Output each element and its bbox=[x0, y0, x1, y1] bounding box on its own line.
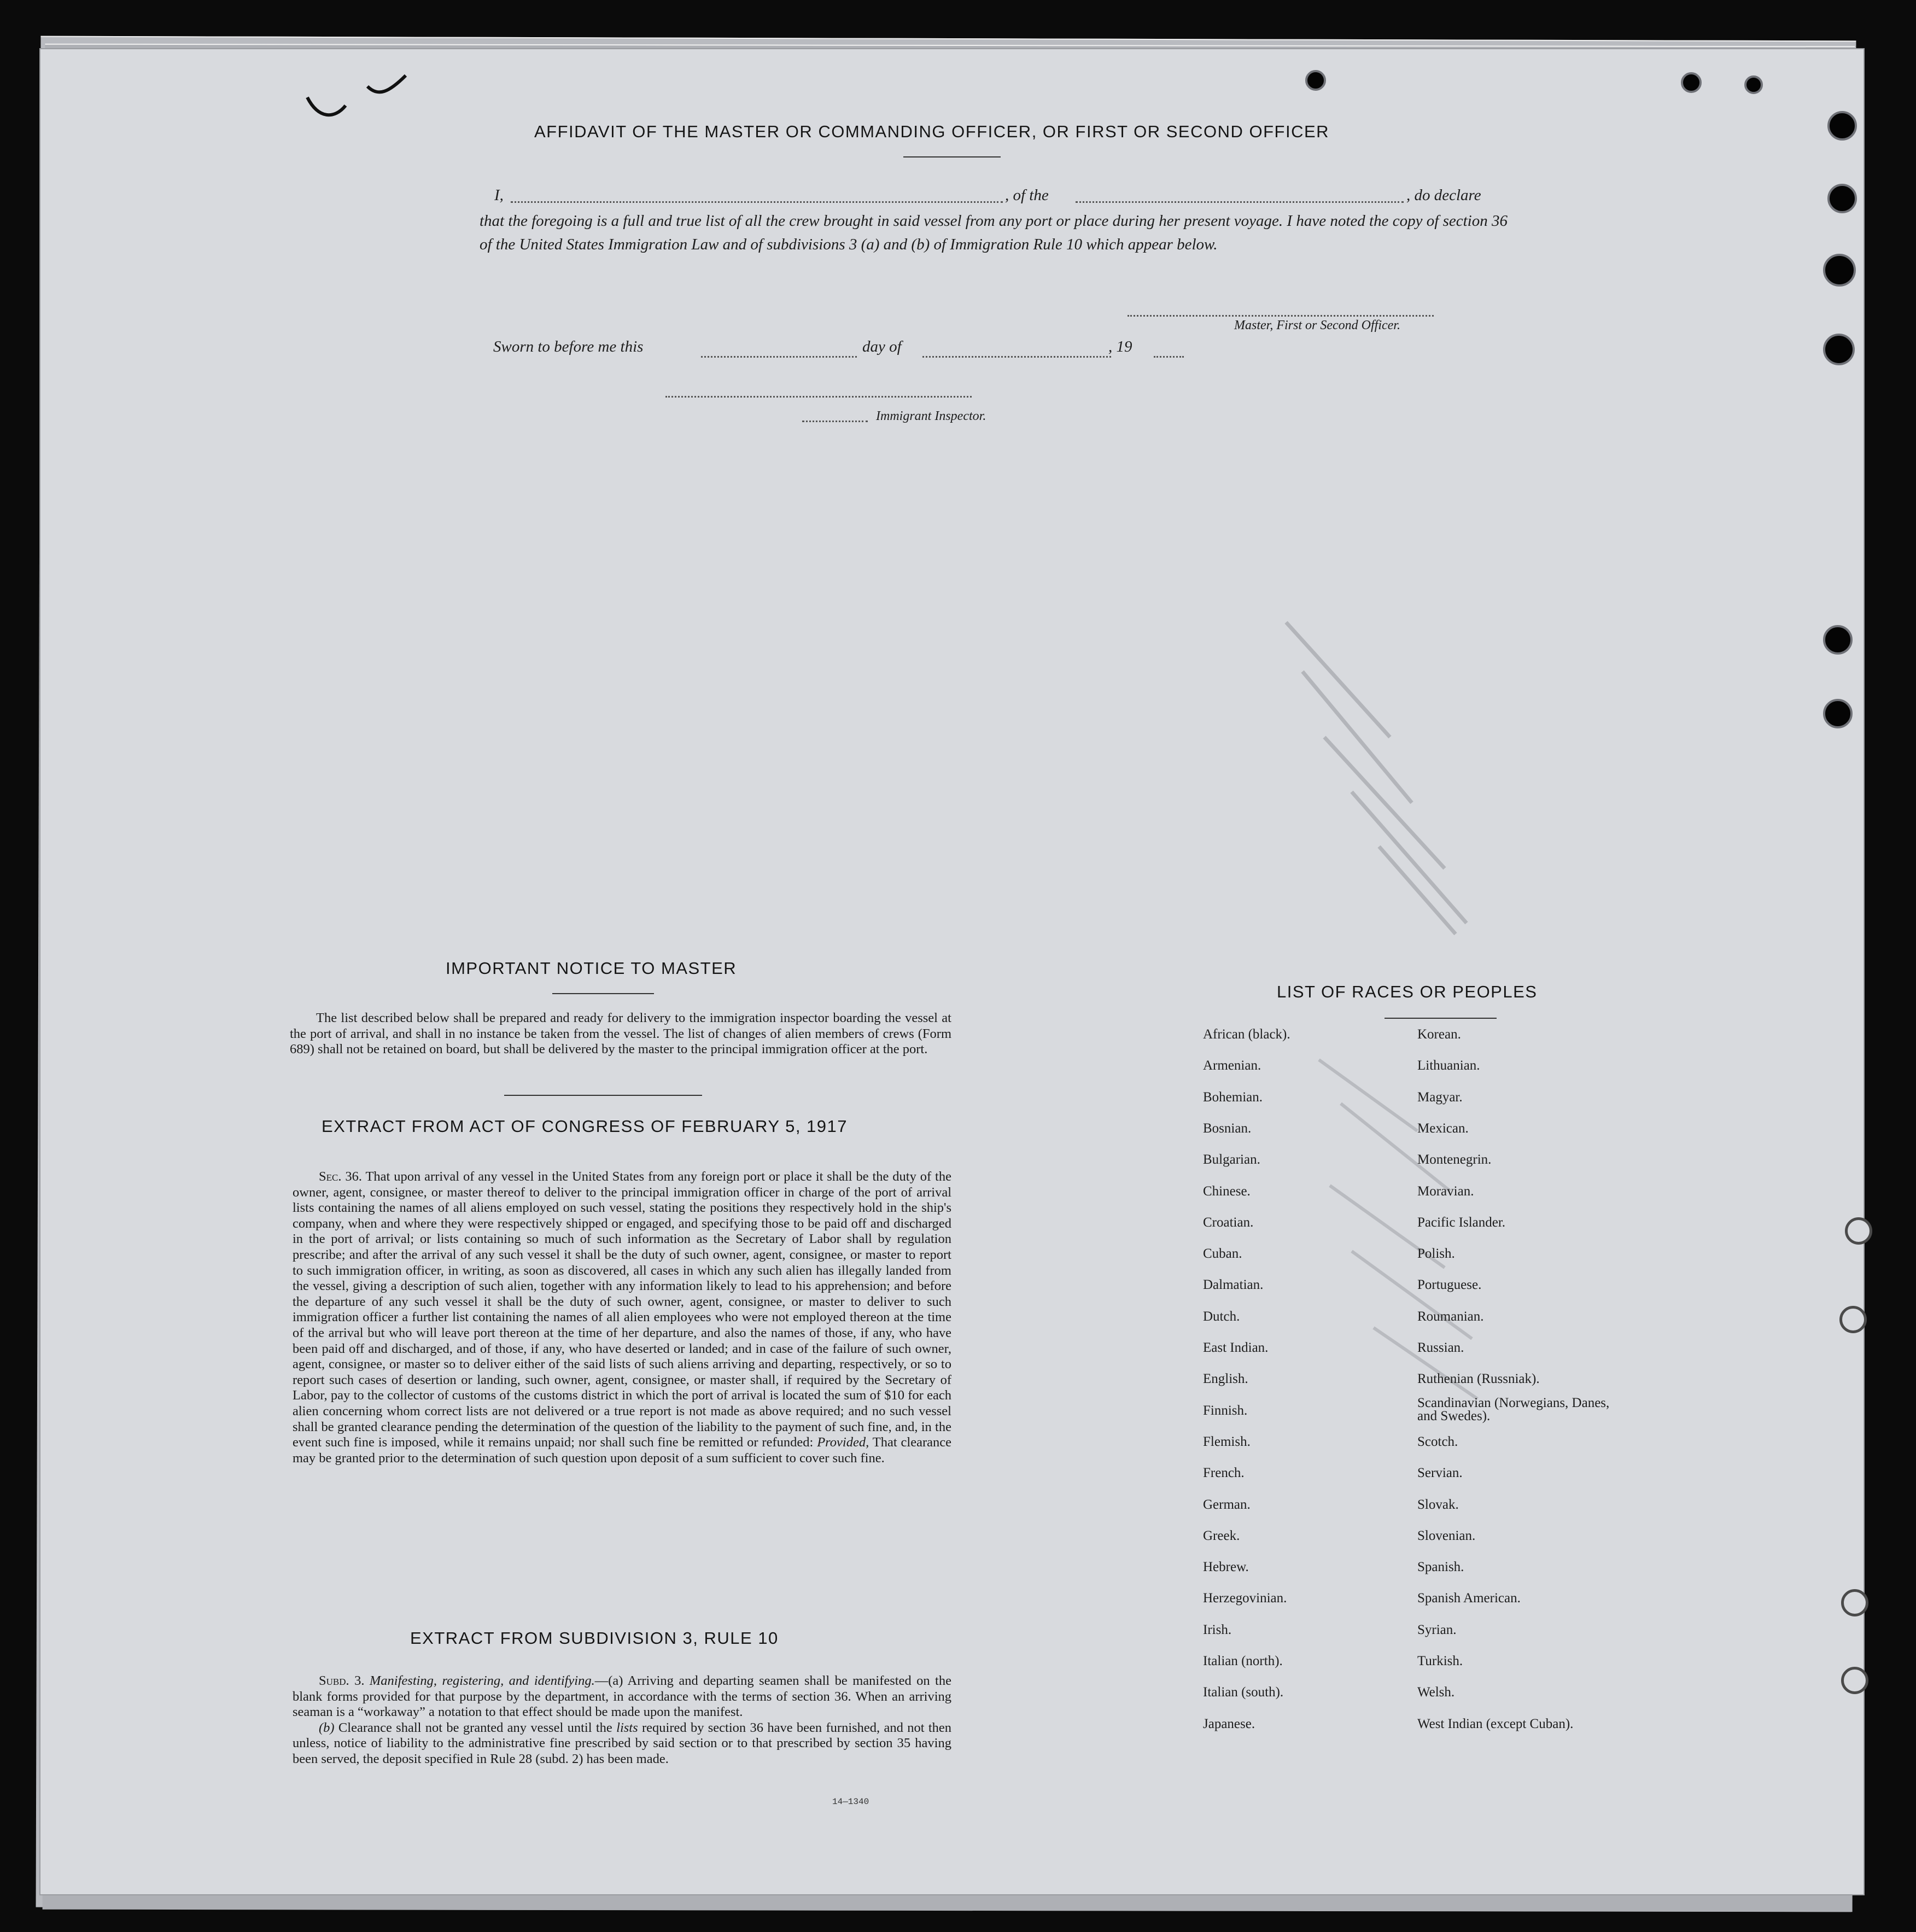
race-item: Spanish American. bbox=[1417, 1591, 1521, 1606]
sworn-label: Sworn to before me this bbox=[493, 338, 644, 355]
race-item: Dutch. bbox=[1203, 1309, 1240, 1324]
binder-hole bbox=[1845, 1217, 1872, 1245]
race-item: East Indian. bbox=[1203, 1340, 1269, 1355]
sec-36-text: That upon arrival of any vessel in the United States from any foreign port or place it shall be the duty of the owner, agent, consignee, or master thereof to deliver to the principal immigration officer in charge of the port of arrival lists containing the names of all aliens employed on such vessel, stating the positions they respectively hold in the ship's company, when and where they were respectively shipped or engaged, and specifying those to be paid off and discharged in the port of arrival; or lists containing so much of such information as the Secretary of Labor shall by regulation prescribe; and after the arrival of any such vessel it shall be the duty of such owner, agent, consignee, or master to report to such immigration officer, in writing, as soon as discovered, all cases in which any such alien has illegally landed from the vessel, giving a description of such alien, together with any information likely to lead to his apprehension; and before the departure of any such vessel it shall be the duty of such owner, agent, consignee, or master to deliver to such immigration officer a further list containing the names of all alien employees who were not employed thereon at the time of the arrival but who will leave port thereon at the time of her departure, and also the names of those, if any, who have been paid off and discharged, and of those, if any, who have deserted or landed; and in case of the failure of such owner, agent, consignee, or master so to deliver either of the said lists of such aliens arriving and departing, respectively, or so to report such cases of desertion or landing, such owner, agent, consignee, or master shall, if required by the Secretary of Labor, pay to the collector of customs of the customs district in which the port of arrival is located the sum of $10 for each alien concerning whom correct lists are not delivered or a true report is not made as above required; and no such vessel shall be granted clearance pending the determination of the question of the liability to the payment of such fine, and, in the event such fine is imposed, while it remains unpaid; nor shall such fine be remitted or refunded: bbox=[293, 1169, 951, 1450]
rule-extract-title: EXTRACT FROM SUBDIVISION 3, RULE 10 bbox=[410, 1629, 779, 1648]
signature-caption: Master, First or Second Officer. bbox=[1234, 318, 1400, 332]
sworn-day-field[interactable] bbox=[701, 356, 857, 358]
race-item: Spanish. bbox=[1417, 1560, 1464, 1574]
title-underline bbox=[903, 156, 1001, 157]
binder-hole bbox=[1305, 70, 1326, 91]
subd-heading: Manifesting, registering, and identifying. bbox=[369, 1673, 595, 1688]
race-item: Moravian. bbox=[1417, 1184, 1474, 1199]
binder-hole bbox=[1827, 111, 1857, 141]
race-item: Bosnian. bbox=[1203, 1121, 1252, 1136]
rule-extract-text bbox=[293, 1673, 951, 1767]
race-item: Portuguese. bbox=[1417, 1277, 1482, 1292]
section-divider bbox=[504, 1095, 702, 1096]
race-item: Roumanian. bbox=[1417, 1309, 1484, 1324]
race-item: Magyar. bbox=[1417, 1090, 1463, 1105]
inspector-caption: Immigrant Inspector. bbox=[876, 409, 986, 423]
title-underline bbox=[1385, 1018, 1497, 1019]
race-item: Italian (north). bbox=[1203, 1654, 1283, 1668]
binder-hole bbox=[1744, 75, 1763, 94]
race-item: Slovenian. bbox=[1417, 1528, 1476, 1543]
race-item: Croatian. bbox=[1203, 1215, 1254, 1230]
ink-mark bbox=[296, 65, 428, 125]
notice-title: IMPORTANT NOTICE TO MASTER bbox=[446, 959, 737, 978]
affidavit-declare-label: , do declare bbox=[1406, 186, 1481, 204]
form-number: 14—1340 bbox=[832, 1797, 869, 1807]
binder-hole bbox=[1839, 1306, 1867, 1333]
notice-paragraph: The list described below shall be prepared and ready for delivery to the immigration inspector boarding the vessel at the port of arrival, and shall in no instance be taken from the vessel. The list of changes of alien members of crews (Form 689) shall not be retained on board, but shall be delivered by the master to the principal immigration officer at the port. bbox=[290, 1011, 951, 1057]
subd-a-text: Arriving and departing seamen shall be manifested on the blank forms provided for that purpose by the department, in accordance with the terms of section 36. When an arriving seaman is a “workaway” a notation to that effect should be made upon the manifest. bbox=[293, 1673, 951, 1720]
subd-b-lists: lists bbox=[616, 1720, 638, 1735]
race-item: Italian (south). bbox=[1203, 1685, 1284, 1700]
inspector-prefix-dots bbox=[802, 421, 868, 422]
title-underline bbox=[552, 993, 654, 994]
sworn-year-label: , 19 bbox=[1108, 338, 1132, 355]
race-item: Cuban. bbox=[1203, 1246, 1242, 1261]
affidavit-paragraph: that the foregoing is a full and true list of all the crew brought in said vessel from any port or place during her present voyage. I have noted the copy of section 36 of the United States Immigration Law and of subdivisions 3 (a) and (b) of Immigration Rule 10 which appear below. bbox=[480, 212, 1508, 253]
subd-b-text-1: Clearance shall not be granted any vessel until the bbox=[338, 1720, 612, 1735]
race-item: Servian. bbox=[1417, 1466, 1463, 1480]
race-item: Chinese. bbox=[1203, 1184, 1251, 1199]
race-item: Ruthenian (Russniak). bbox=[1417, 1371, 1540, 1386]
race-item: Mexican. bbox=[1417, 1121, 1469, 1136]
subd-b-label: (b) bbox=[319, 1720, 335, 1735]
race-item: Montenegrin. bbox=[1417, 1152, 1492, 1167]
race-item: Turkish. bbox=[1417, 1654, 1463, 1668]
act-extract-text bbox=[293, 1169, 951, 1466]
inspector-signature-field[interactable] bbox=[665, 396, 972, 398]
races-left-column bbox=[1203, 1027, 1411, 1793]
race-item: Scotch. bbox=[1417, 1434, 1458, 1449]
subd-label: Subd. 3. bbox=[319, 1673, 365, 1688]
race-item: Polish. bbox=[1417, 1246, 1455, 1261]
race-item: Korean. bbox=[1417, 1027, 1461, 1042]
binder-hole bbox=[1823, 334, 1855, 365]
race-item: Hebrew. bbox=[1203, 1560, 1249, 1574]
subd-a-label: —(a) bbox=[594, 1673, 623, 1688]
race-item: African (black). bbox=[1203, 1027, 1290, 1042]
act-extract-title: EXTRACT FROM ACT OF CONGRESS OF FEBRUARY 5, 1917 bbox=[322, 1117, 848, 1136]
binder-hole bbox=[1823, 254, 1856, 287]
bleed-through-marks bbox=[1270, 595, 1488, 978]
race-item: West Indian (except Cuban). bbox=[1417, 1717, 1574, 1731]
officer-signature-field[interactable] bbox=[1128, 315, 1434, 317]
race-item: Finnish. bbox=[1203, 1403, 1248, 1418]
race-item: Russian. bbox=[1417, 1340, 1464, 1355]
race-item: Lithuanian. bbox=[1417, 1058, 1480, 1073]
binder-hole bbox=[1841, 1667, 1868, 1694]
sworn-year-field[interactable] bbox=[1154, 356, 1184, 358]
races-title: LIST OF RACES OR PEOPLES bbox=[1277, 982, 1538, 1001]
binder-hole bbox=[1823, 625, 1853, 655]
binder-hole bbox=[1823, 699, 1853, 728]
race-item: Armenian. bbox=[1203, 1058, 1261, 1073]
vessel-name-field[interactable] bbox=[1076, 201, 1404, 203]
proviso-label: Provided, bbox=[817, 1435, 869, 1450]
sec-label: Sec. 36. bbox=[319, 1169, 362, 1184]
notice-text bbox=[290, 1011, 951, 1058]
race-item: Japanese. bbox=[1203, 1717, 1255, 1731]
race-item: Pacific Islander. bbox=[1417, 1215, 1506, 1230]
race-item: Irish. bbox=[1203, 1622, 1232, 1637]
sworn-day-of-label: day of bbox=[862, 338, 902, 355]
affidavit-of-the-label: , of the bbox=[1005, 186, 1049, 204]
form-sheet bbox=[39, 48, 1865, 1895]
proviso-text: That clearance may be granted prior to the determination of such question upon deposit of a sum sufficient to cover such fine. bbox=[293, 1435, 952, 1466]
binder-hole bbox=[1841, 1589, 1868, 1616]
race-item: Bohemian. bbox=[1203, 1090, 1263, 1105]
affidavit-title: AFFIDAVIT OF THE MASTER OR COMMANDING OFFICER, OR FIRST OR SECOND OFFICER bbox=[534, 122, 1330, 141]
race-item: English. bbox=[1203, 1371, 1248, 1386]
race-item: Slovak. bbox=[1417, 1497, 1459, 1512]
race-item: German. bbox=[1203, 1497, 1251, 1512]
master-name-field[interactable] bbox=[511, 201, 1003, 203]
binder-hole bbox=[1827, 184, 1857, 213]
subd-b-text-2: required by section 36 have been furnished, and not then unless, notice of liability to the administrative fine prescribed by said section or to that prescribed by section 35 having been served, the deposit specified in Rule 28 (subd. 2) has been made. bbox=[293, 1720, 952, 1766]
race-item: Greek. bbox=[1203, 1528, 1240, 1543]
races-right-column bbox=[1417, 1027, 1702, 1793]
binder-hole bbox=[1681, 72, 1702, 93]
race-item: Scandinavian (Norwegians, Danes, and Swedes). bbox=[1417, 1396, 1610, 1423]
race-item: Welsh. bbox=[1417, 1685, 1455, 1700]
affidavit-i-label: I, bbox=[494, 186, 504, 204]
race-item: French. bbox=[1203, 1466, 1245, 1480]
sworn-month-field[interactable] bbox=[922, 356, 1111, 358]
race-item: Syrian. bbox=[1417, 1622, 1457, 1637]
race-item: Herzegovinian. bbox=[1203, 1591, 1287, 1606]
race-item: Bulgarian. bbox=[1203, 1152, 1260, 1167]
race-item: Dalmatian. bbox=[1203, 1277, 1264, 1292]
race-item: Flemish. bbox=[1203, 1434, 1251, 1449]
